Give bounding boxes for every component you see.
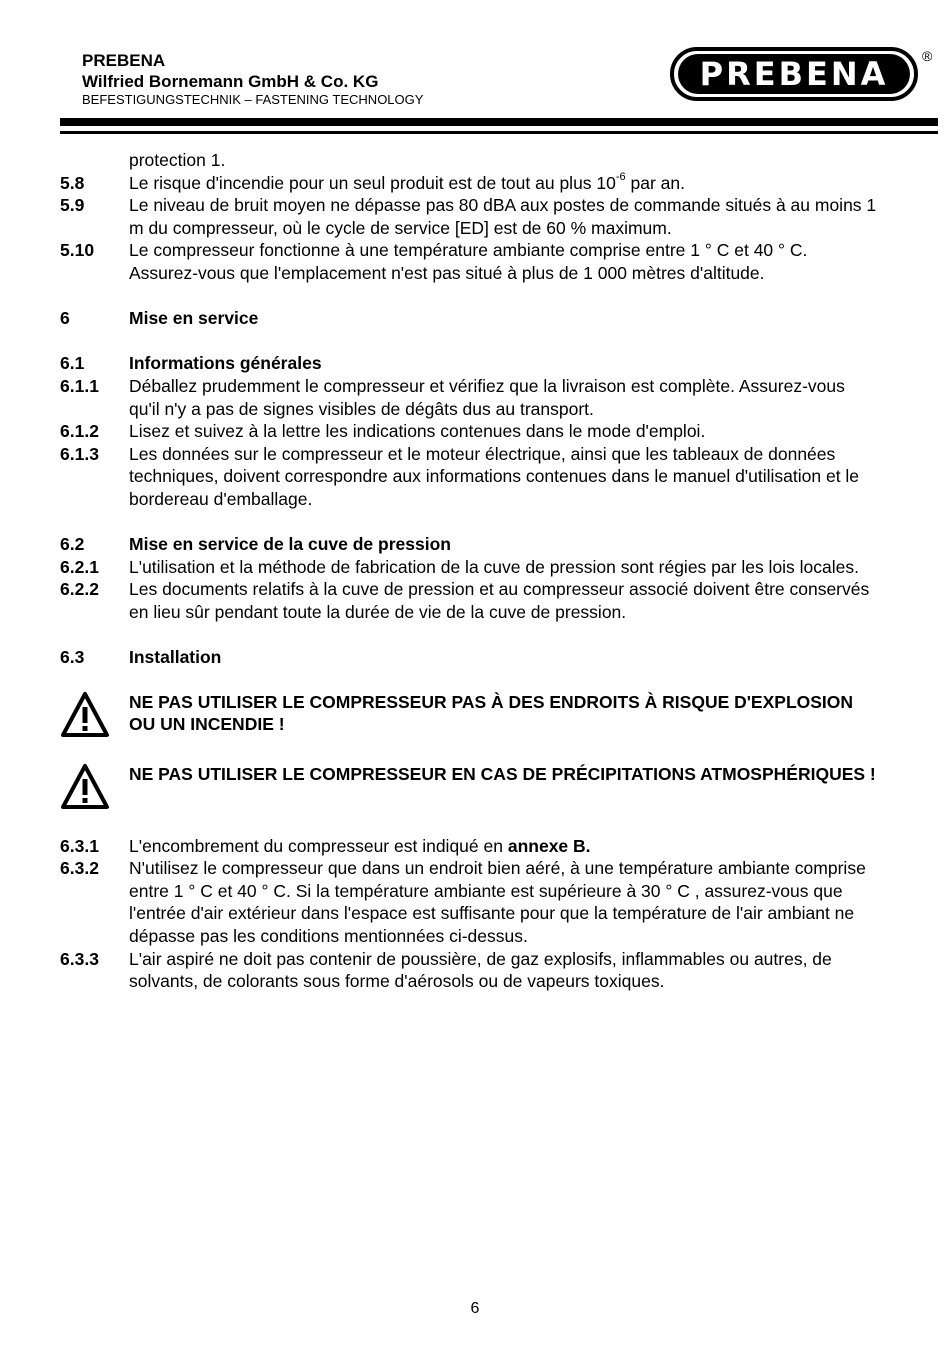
prebena-logo bbox=[670, 47, 918, 101]
paragraph-text: L'air aspiré ne doit pas contenir de poussière, de gaz explosifs, inflammables ou autres, de solvants, de colorants sous forme d'aérosols ou de vapeurs toxiques. bbox=[129, 948, 832, 992]
section-number: 5.8 bbox=[60, 172, 85, 193]
registered-trademark-mark: ® bbox=[922, 48, 933, 64]
paragraph-text: L'utilisation et la méthode de fabrication de la cuve de pression sont régies par les lois locales. bbox=[129, 556, 860, 577]
logo-text: PREBENA bbox=[678, 54, 910, 94]
company-tagline: BEFESTIGUNGSTECHNIK – FASTENING TECHNOLOGY bbox=[82, 92, 424, 107]
section-6-heading bbox=[60, 307, 880, 330]
section-number: 5.10 bbox=[60, 240, 95, 261]
section-6-2-1 bbox=[60, 556, 880, 579]
section-title: Mise en service de la cuve de pression bbox=[129, 534, 451, 555]
section-6-1-3 bbox=[60, 443, 880, 511]
header-divider-thin bbox=[60, 131, 938, 134]
section-number: 6.1.3 bbox=[60, 443, 99, 464]
warning-precipitation bbox=[60, 763, 880, 813]
section-number: 6.1.1 bbox=[60, 375, 99, 396]
section-6-3-2 bbox=[60, 857, 880, 947]
section-number: 6 bbox=[60, 308, 70, 329]
annex-reference: annexe B. bbox=[507, 835, 591, 856]
section-6-2-2 bbox=[60, 578, 880, 623]
warning-triangle-icon bbox=[60, 691, 129, 741]
section-number: 6.2.2 bbox=[60, 579, 99, 600]
page-number: 6 bbox=[470, 1300, 480, 1317]
section-number: 6.3.1 bbox=[60, 835, 99, 856]
paragraph-text: Déballez prudemment le compresseur et vérifiez que la livraison est complète. Assurez-vous qu'il n'y a pas de signes visibles de dégâts dus au transport. bbox=[129, 375, 845, 419]
header-divider-thick bbox=[60, 118, 938, 126]
page-content bbox=[60, 149, 880, 993]
paragraph-text: protection 1. bbox=[129, 150, 226, 170]
section-title: Installation bbox=[129, 647, 222, 668]
section-number: 6.3.2 bbox=[60, 858, 99, 879]
warning-text: NE PAS UTILISER LE COMPRESSEUR EN CAS DE PRÉCIPITATIONS ATMOSPHÉRIQUES ! bbox=[129, 763, 876, 784]
exponent: -6 bbox=[615, 170, 626, 183]
warning-explosion bbox=[60, 691, 880, 741]
company-name: PREBENA bbox=[82, 51, 166, 70]
section-6-3-1 bbox=[60, 835, 880, 858]
section-6-1-heading bbox=[60, 352, 880, 375]
paragraph-text: N'utilisez le compresseur que dans un endroit bien aéré, à une température ambiante comprise entre 1 ° C et 40 ° C. Si la température ambiante est supérieure à 30 ° C , assurez-vous que l'entrée d'air extérieur dans l'espace est suffisante pour que la température de l'air ambiant ne dépasse pas les conditions mentionnées ci-dessus. bbox=[129, 858, 866, 947]
section-6-1-2 bbox=[60, 420, 880, 443]
section-6-2-heading bbox=[60, 533, 880, 556]
section-6-3-3 bbox=[60, 948, 880, 993]
section-number: 5.9 bbox=[60, 195, 85, 216]
section-number: 6.1.2 bbox=[60, 421, 99, 442]
section-6-1-1 bbox=[60, 375, 880, 420]
section-number: 6.2 bbox=[60, 534, 85, 555]
section-title: Informations générales bbox=[129, 353, 322, 374]
paragraph-text: Le risque d'incendie pour un seul produit est de tout au plus $10^{-6}$ par an. bbox=[129, 170, 686, 193]
section-6-3-heading bbox=[60, 646, 880, 669]
section-5-9 bbox=[60, 194, 880, 239]
section-number: 6.3 bbox=[60, 647, 85, 668]
warning-text: NE PAS UTILISER LE COMPRESSEUR PAS À DES ENDROITS À RISQUE D'EXPLOSION OU UN INCENDIE ! bbox=[129, 691, 854, 735]
section-5-10 bbox=[60, 239, 880, 284]
paragraph-text: Le niveau de bruit moyen ne dépasse pas 80 dBA aux postes de commande situés à au moins 1 m du compresseur, où le cycle de service [ED] est de 60 % maximum. bbox=[129, 195, 877, 238]
warning-triangle-icon bbox=[60, 763, 129, 813]
section-title: Mise en service bbox=[129, 308, 259, 329]
company-full-name: Wilfried Bornemann GmbH & Co. KG bbox=[82, 72, 379, 91]
section-number: 6.2.1 bbox=[60, 556, 99, 577]
paragraph-text: Lisez et suivez à la lettre les indications contenues dans le mode d'emploi. bbox=[129, 421, 706, 442]
paragraph-text: Les données sur le compresseur et le moteur électrique, ainsi que les tableaux de données techniques, doivent correspondre aux informations contenues dans le manuel d'utilisation et le bordereau d'emballage. bbox=[129, 443, 860, 509]
paragraph-text: Le compresseur fonctionne à une température ambiante comprise entre 1 ° C et 40 ° C. Assurez-vous que l'emplacement n'est pas situé à plus de 1 000 mètres d'altitude. bbox=[129, 240, 808, 283]
section-5-8 bbox=[60, 172, 880, 195]
section-5-7-continuation bbox=[60, 149, 880, 172]
paragraph-text: Les documents relatifs à la cuve de pression et au compresseur associé doivent être conservés en lieu sûr pendant toute la durée de vie de la cuve de pression. bbox=[129, 579, 870, 622]
paragraph-text: L'encombrement du compresseur est indiqué en annexe B. bbox=[129, 835, 591, 856]
section-number: 6.1 bbox=[60, 353, 85, 374]
section-number: 6.3.3 bbox=[60, 948, 99, 969]
